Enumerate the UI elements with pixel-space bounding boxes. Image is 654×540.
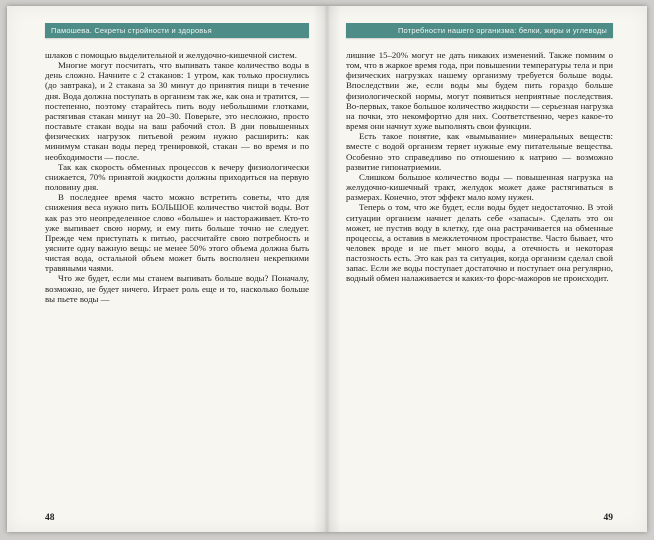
left-running-header-text: Памошева. Секреты стройности и здоровья xyxy=(51,26,212,35)
paragraph: Что же будет, если мы станем выпивать больше воды? Поначалу, возможно, не будет ничего. Играет роль еще и то, насколько больше вы пьете воды — xyxy=(45,273,309,304)
paragraph: Есть такое понятие, как «вымывание» минеральных веществ: вместе с водой организм теряет нужные ему питательные вещества. Особенно это справедливо по отношению к натрию — возможно развитие гипонатриемии. xyxy=(346,131,613,172)
left-running-header xyxy=(45,23,309,38)
paragraph: В последнее время часто можно встретить советы, что для снижения веса нужно пить БОЛЬШОЕ количество чистой воды. Вот как раз это неопределенное слово «больше» и настораживает. Кто-то уже выпивает свою норму, и ему пить больше точно не следует. Прежде чем приступать к питью, рассчитайте свою потребность и уясните одну важную вещь: не менее 50% этого объема должна быть чистая вода, остальной объем может быть восполнен некрепкими травяными чаями. xyxy=(45,192,309,274)
right-page-number: 49 xyxy=(603,513,613,523)
paragraph: Так как скорость обменных процессов к вечеру физиологически снижается, 70% принятой жидкости должны приходиться на первую половину дня. xyxy=(45,161,309,193)
paragraph: Теперь о том, что же будет, если воды будет недостаточно. В этой ситуации организм начнет делать себе «запасы». Сделать это он может, не пустив воду в клетку, где она растрачивается на обменные процессы, а оставив в межклеточном пространстве. Часто бывает, что человек вроде и не пьет много воды, а отечность и некоторая пастозность есть. Это как раз та ситуация, когда организм сделал свой запас. Если же воды поступает достаточно и поступает она регулярно, водный обмен налаживается и каких-то форс-мажоров не происходит. xyxy=(346,202,613,284)
right-page-text xyxy=(346,50,613,284)
paragraph: Многие могут посчитать, что выпивать такое количество воды в день сложно. Начните с 2 стаканов: 1 утром, как только проснулись (до завтрака), и 2 стакана за 30 минут до принятия пищи в течение дня. Вода должна поступать в организм так же, как она и тратится, — постепенно, поэтому старайтесь пить воду небольшими глотками, растягивая стакан минут на 20–30. Поверьте, это несложно, просто поставьте стакан воды на ваш рабочий стол. В дни повышенных физических нагрузок питьевой режим нужно расширить: как минимум стакан воды перед тренировкой, стакан — во время и по необходимости — после. xyxy=(45,60,309,162)
paragraph: лишние 15–20% могут не дать никаких изменений. Также помним о том, что в жаркое время года, при повышении температуры тела и при физических нагрузках нашему организму требуется больше воды. Впоследствии же, если воды мы будем пить гораздо больше физиологической нормы, могут появиться неприятные последствия. Во-первых, такое большое количество жидкости — серьезная нагрузка на почки, это некомфортно для них. Соответственно, через какое-то время они начнут хуже выполнять свои функции. xyxy=(346,50,613,132)
right-running-header-text: Потребности нашего организма: белки, жиры и углеводы xyxy=(397,26,607,35)
left-page-number: 48 xyxy=(45,513,55,523)
right-running-header xyxy=(346,23,613,38)
left-page xyxy=(7,6,327,532)
book-spread xyxy=(7,6,647,532)
paragraph: шлаков с помощью выделительной и желудочно-кишечной систем. xyxy=(45,50,297,60)
right-page xyxy=(327,6,647,532)
paragraph: Слишком большое количество воды — повышенная нагрузка на желудочно-кишечный тракт, желудок может даже растягиваться в размерах. Конечно, этот эффект мало кому нужен. xyxy=(346,171,613,203)
left-page-text xyxy=(45,50,309,304)
